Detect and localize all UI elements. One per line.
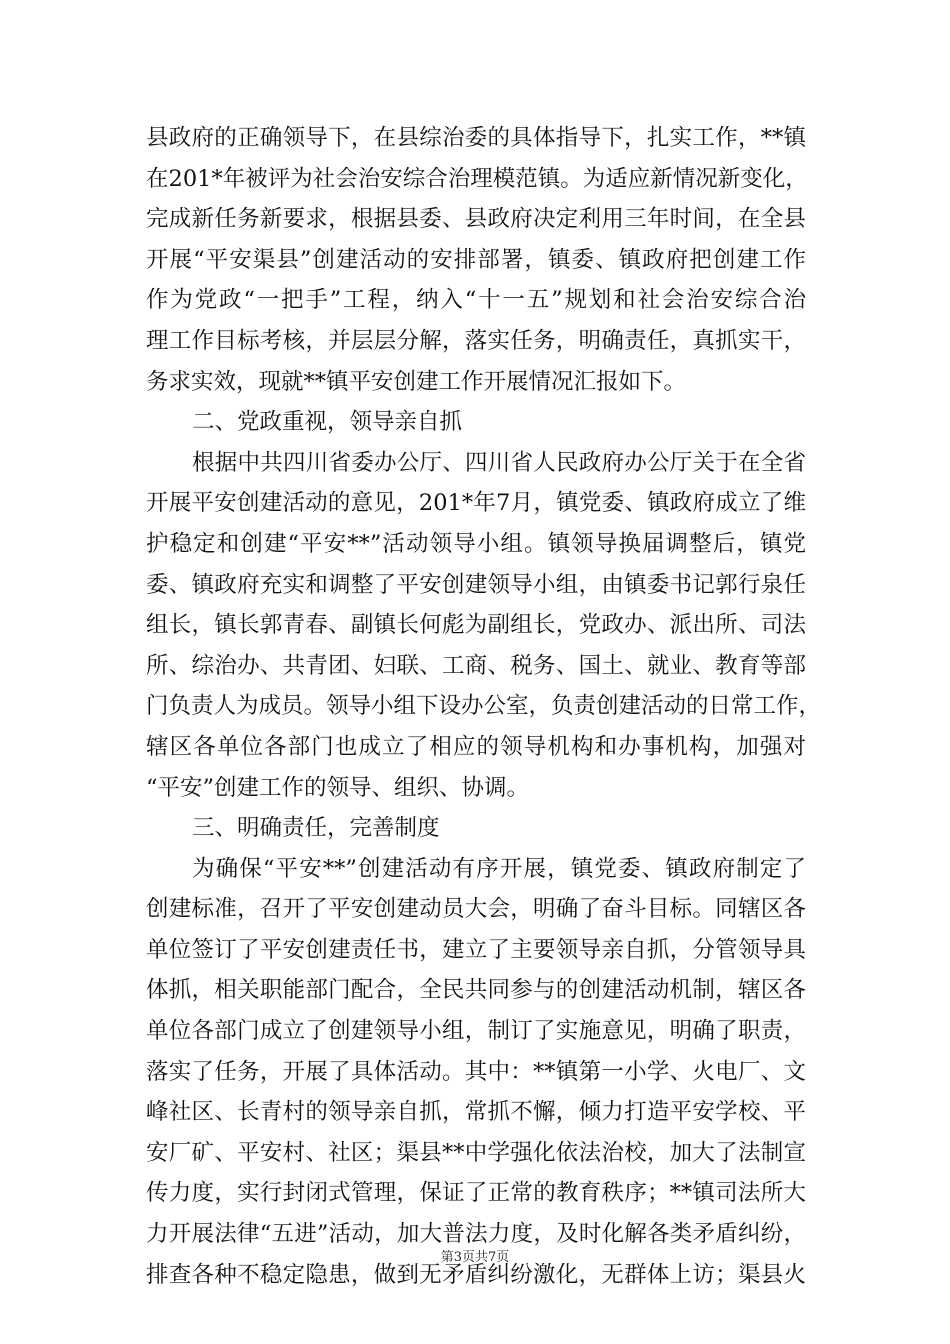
document-body [146, 118, 822, 1295]
text-line: 根据中共四川省委办公厅、四川省人民政府办公厅关于在全省 [192, 449, 806, 476]
page-number-label: 第3页共7页 [440, 1250, 510, 1265]
text-line: 落实了任务，开展了具体活动。其中：**镇第一小学、火电厂、文 [146, 1058, 806, 1085]
text-line: 作为党政“一把手”工程，纳入“十一五”规划和社会治安综合治 [146, 287, 806, 314]
text-line: 力开展法律“五进”活动，加大普法力度，及时化解各类矛盾纠纷， [146, 1221, 806, 1248]
text-line: 传力度，实行封闭式管理，保证了正常的教育秩序；**镇司法所大 [146, 1180, 806, 1207]
text-line: 委、镇政府充实和调整了平安创建领导小组，由镇委书记郭行泉任 [146, 571, 806, 598]
text-line: 体抓，相关职能部门配合，全民共同参与的创建活动机制，辖区各 [146, 977, 806, 1004]
text-line: 在201*年被评为社会治安综合治理模范镇。为适应新情况新变化， [146, 165, 808, 192]
text-line: 辖区各单位各部门也成立了相应的领导机构和办事机构，加强对 [146, 733, 806, 760]
text-line: 峰社区、长青村的领导亲自抓，常抓不懈，倾力打造平安学校、平 [146, 1099, 806, 1126]
text-line: 完成新任务新要求，根据县委、县政府决定利用三年时间，在全县 [146, 206, 806, 233]
text-line: 组长，镇长郭青春、副镇长何彪为副组长，党政办、派出所、司法 [146, 612, 806, 639]
text-line: “平安”创建工作的领导、组织、协调。 [146, 774, 530, 801]
text-line: 开展平安创建活动的意见，201*年7月，镇党委、镇政府成立了维 [146, 490, 806, 517]
text-line: 排查各种不稳定隐患，做到无矛盾纠纷激化，无群体上访；渠县火 [146, 1261, 806, 1288]
text-line: 开展“平安渠县”创建活动的安排部署，镇委、镇政府把创建工作 [146, 246, 806, 273]
text-line: 护稳定和创建“平安**”活动领导小组。镇领导换届调整后，镇党 [146, 530, 806, 557]
text-line: 县政府的正确领导下，在县综治委的具体指导下，扎实工作，**镇 [146, 125, 806, 151]
text-line: 门负责人为成员。领导小组下设办公室，负责创建活动的日常工作， [146, 693, 822, 720]
text-line: 所、综治办、共青团、妇联、工商、税务、国土、就业、教育等部 [146, 652, 806, 679]
section-heading: 二、党政重视，领导亲自抓 [192, 409, 463, 436]
text-line: 单位签订了平安创建责任书，建立了主要领导亲自抓，分管领导具 [146, 936, 806, 963]
text-line: 理工作目标考核，并层层分解，落实任务，明确责任，真抓实干， [146, 327, 806, 354]
page-number-footer [0, 1246, 950, 1265]
section-heading: 三、明确责任，完善制度 [192, 815, 440, 842]
text-line: 为确保“平安**”创建活动有序开展，镇党委、镇政府制定了 [192, 855, 806, 882]
text-line: 务求实效，现就**镇平安创建工作开展情况汇报如下。 [146, 368, 687, 395]
text-line: 创建标准，召开了平安创建动员大会，明确了奋斗目标。同辖区各 [146, 896, 806, 923]
text-line: 安厂矿、平安村、社区；渠县**中学强化依法治校，加大了法制宣 [146, 1139, 806, 1166]
text-line: 单位各部门成立了创建领导小组，制订了实施意见，明确了职责， [146, 1018, 806, 1045]
